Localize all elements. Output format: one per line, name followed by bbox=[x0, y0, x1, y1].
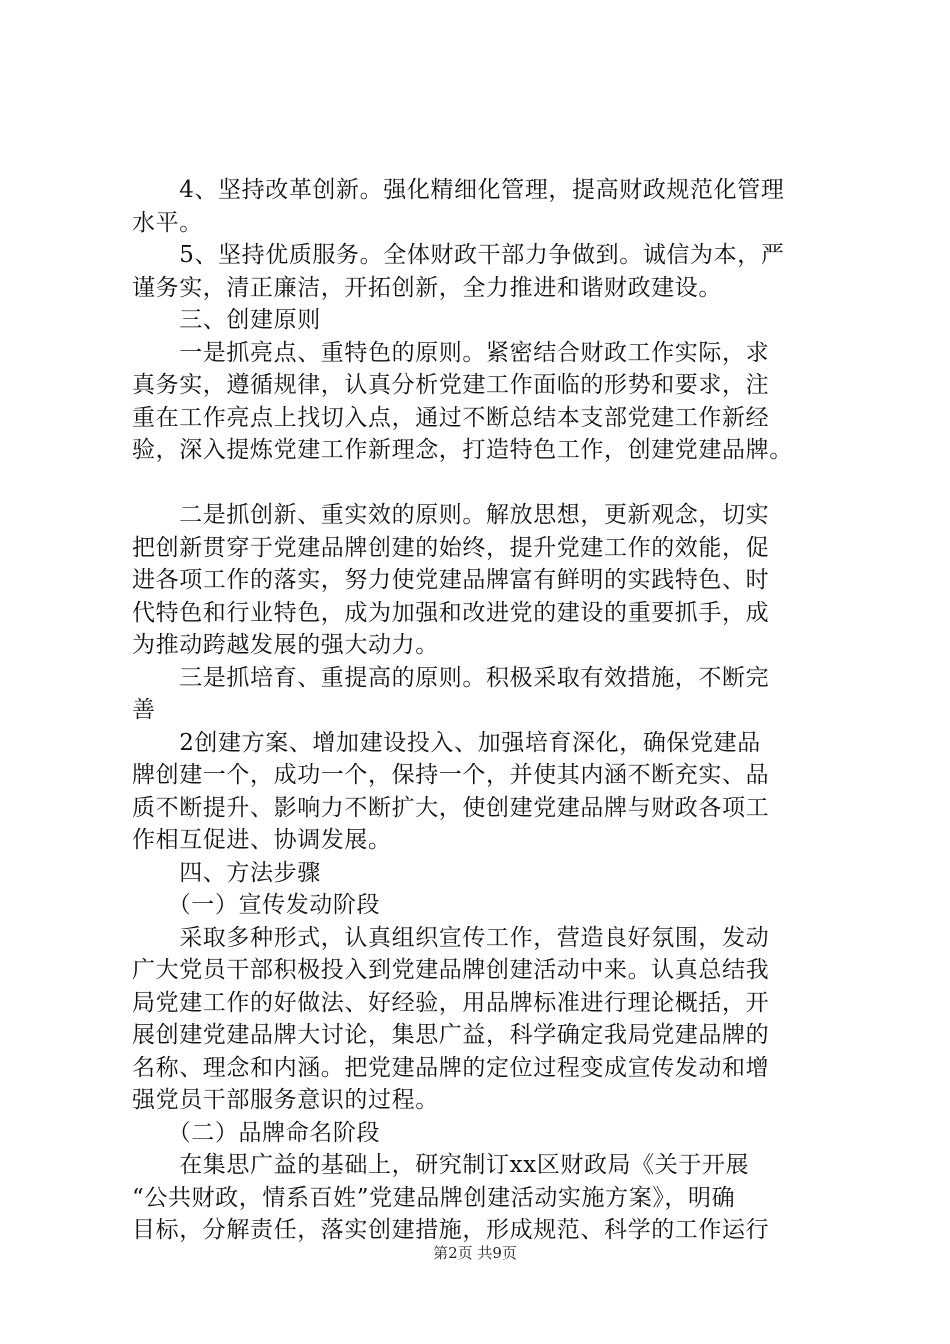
text-line: 一是抓亮点、重特色的原则。紧密结合财政工作实际，求 bbox=[132, 339, 770, 366]
text-line: 三是抓培育、重提高的原则。积极采取有效措施，不断完 bbox=[132, 664, 770, 691]
text-line: 二是抓创新、重实效的原则。解放思想，更新观念，切实 bbox=[132, 502, 770, 528]
text-line: 广大党员干部积极投入到党建品牌创建活动中来。认真总结我 bbox=[132, 957, 770, 983]
text-line: 牌创建一个，成功一个，保持一个，并使其内涵不断充实、品 bbox=[132, 762, 770, 788]
page-footer bbox=[0, 1243, 950, 1263]
text-line: 水平。 bbox=[132, 209, 203, 236]
section-heading: 三、创建原则 bbox=[132, 307, 321, 333]
blank-line bbox=[132, 467, 848, 500]
subsection-heading: （二）品牌命名阶段 bbox=[132, 1119, 381, 1146]
subsection-heading: （一）宣传发动阶段 bbox=[132, 892, 381, 918]
text-line: 目标，分解责任，落实创建措施，形成规范、科学的工作运行 bbox=[132, 1217, 770, 1243]
text-line: 名称、理念和内涵。把党建品牌的定位过程变成宣传发动和增 bbox=[132, 1054, 770, 1081]
text-line: 局党建工作的好做法、好经验，用品牌标准进行理论概括，开 bbox=[132, 989, 770, 1016]
text-line: 作相互促进、协调发展。 bbox=[132, 827, 392, 853]
text-line: 采取多种形式，认真组织宣传工作，营造良好氛围，发动 bbox=[132, 924, 770, 951]
text-line: 重在工作亮点上找切入点，通过不断总结本支部党建工作新经 bbox=[132, 404, 770, 431]
section-heading: 四、方法步骤 bbox=[132, 859, 321, 886]
text-line: 善 bbox=[132, 697, 156, 723]
text-line: 强党员干部服务意识的过程。 bbox=[132, 1087, 439, 1113]
text-line: 为推动跨越发展的强大动力。 bbox=[132, 632, 439, 658]
text-line: 质不断提升、影响力不断扩大，使创建党建品牌与财政各项工 bbox=[132, 794, 770, 821]
text-line: 进各项工作的落实，努力使党建品牌富有鲜明的实践特色、时 bbox=[132, 567, 770, 593]
text-line: 谨务实，清正廉洁，开拓创新，全力推进和谐财政建设。 bbox=[132, 274, 722, 301]
text-line: 5、坚持优质服务。全体财政干部力争做到。诚信为本，严 bbox=[132, 242, 785, 268]
text-line: 在集思广益的基础上，研究制订xx区财政局《关于开展 bbox=[132, 1152, 750, 1178]
text-line: 验，深入提炼党建工作新理念，打造特色工作，创建党建品牌。 bbox=[132, 437, 793, 463]
text-line: 展创建党建品牌大讨论，集思广益，科学确定我局党建品牌的 bbox=[132, 1022, 770, 1048]
page-number: 第2页 共9页 bbox=[433, 1244, 517, 1262]
text-line: 2创建方案、增加建设投入、加强培育深化，确保党建品 bbox=[132, 729, 761, 756]
text-line: 4、坚持改革创新。强化精细化管理，提高财政规范化管理 bbox=[132, 177, 785, 203]
text-line: 代特色和行业特色，成为加强和改进党的建设的重要抓手，成 bbox=[132, 599, 770, 626]
document-body bbox=[132, 174, 848, 1247]
text-line: “公共财政，情系百姓”党建品牌创建活动实施方案》，明确 bbox=[132, 1184, 736, 1211]
text-line: 把创新贯穿于党建品牌创建的始终，提升党建工作的效能，促 bbox=[132, 534, 770, 561]
text-line: 真务实，遵循规律，认真分析党建工作面临的形势和要求，注 bbox=[132, 372, 770, 398]
